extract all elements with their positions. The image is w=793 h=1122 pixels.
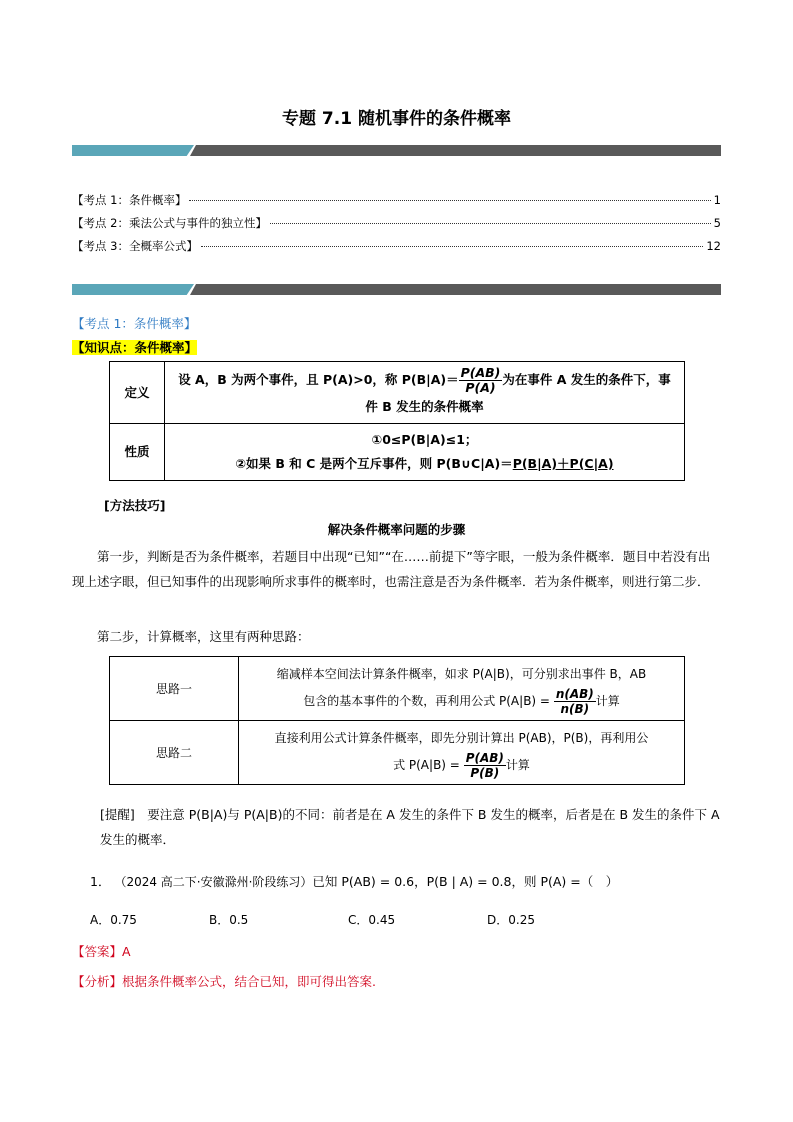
method-1-content: 缩减样本空间法计算条件概率，如求 P(A|B)，可分别求出事件 B，AB 包含的基本事件的个数，再利用公式 P(A|B) = $\frac{n(AB)}{n(B)}$ 计算 <box>239 657 685 721</box>
option-b[interactable]: B．0.5 <box>209 913 249 927</box>
def-fraction: $\frac{P(AB)}{P(A)}$ <box>460 365 501 395</box>
analysis: 【分析】根据条件概率公式，结合已知，即可得出答案. <box>72 974 376 989</box>
prop-label: 性质 <box>110 424 165 481</box>
question-source: （2024 高二下·安徽滁州·阶段练习） <box>114 875 313 889</box>
kp1-heading: 【考点 1：条件概率】 <box>72 316 197 331</box>
toc-page: 1 <box>713 193 721 207</box>
toc-item[interactable] <box>72 215 721 231</box>
toc-item[interactable] <box>72 238 721 254</box>
step-1: 第一步，判断是否为条件概率，若题目中出现“已知”“在……前提下”等字眼，一般为条件概率．题目中若没有出现上述字眼，但已知事件的出现影响所求事件的概率时，也需注意是否为条件概率．若为条件概率，则进行第二步． <box>72 549 711 589</box>
knowledge-heading: 【知识点：条件概率】 <box>72 340 198 355</box>
method-1-label: 思路一 <box>110 657 239 721</box>
step-2: 第二步，计算概率，这里有两种思路： <box>97 629 310 644</box>
prop-content: ①0≤P(B|A)≤1； ②如果 B 和 C 是两个互斥事件，则 P(B∪C|A)＝P(B|A)＋P(C|A) <box>165 424 685 481</box>
toc-leader <box>201 246 703 247</box>
question-number: 1． <box>90 874 111 889</box>
steps-title: 解决条件概率问题的步骤 <box>327 522 466 537</box>
header-divider <box>72 145 721 156</box>
def-label: 定义 <box>110 362 165 424</box>
question-text: 已知 P(AB) = 0.6，P(B | A) = 0.8，则 P(A) =（ ） <box>312 874 619 889</box>
method-2-fraction: $\frac{P(AB)}{P(B)}$ <box>465 751 504 780</box>
answer: 【答案】A <box>72 944 131 959</box>
option-c[interactable]: C．0.45 <box>348 913 396 927</box>
def-content: 设 A，B 为两个事件，且 P(A)>0，称 P(B|A)＝ $\frac{P(AB)}{P(A)}$ 为在事件 A 发生的条件下，事 件 B 发生的条件概率 <box>165 362 685 424</box>
toc-page: 5 <box>713 216 721 230</box>
toc-label: 【考点 1：条件概率】 <box>72 193 187 207</box>
section-divider <box>72 284 721 295</box>
toc-leader <box>270 223 711 224</box>
method-heading: [方法技巧] <box>104 498 166 513</box>
method-2-label: 思路二 <box>110 721 239 785</box>
question-1 <box>90 872 618 890</box>
toc-label: 【考点 3：全概率公式】 <box>72 239 198 253</box>
method-table <box>109 656 685 785</box>
option-d[interactable]: D．0.25 <box>487 913 535 927</box>
method-1-fraction: $\frac{n(AB)}{n(B)}$ <box>555 687 594 716</box>
reminder: [提醒] 要注意 P(B|A)与 P(A|B)的不同：前者是在 A 发生的条件下 B 发生的概率，后者是在 B 发生的条件下 A 发生的概率． <box>100 807 720 847</box>
page-title: 专题 7.1 随机事件的条件概率 <box>282 109 511 129</box>
toc-item[interactable] <box>72 192 721 208</box>
toc-page: 12 <box>706 239 721 253</box>
option-a[interactable]: A．0.75 <box>90 913 137 927</box>
toc-leader <box>189 200 710 201</box>
method-2-content: 直接利用公式计算条件概率，即先分别计算出 P(AB)，P(B)，再利用公 式 P(A|B) = $\frac{P(AB)}{P(B)}$ 计算 <box>239 721 685 785</box>
definition-table <box>109 361 685 481</box>
toc-label: 【考点 2：乘法公式与事件的独立性】 <box>72 216 267 230</box>
